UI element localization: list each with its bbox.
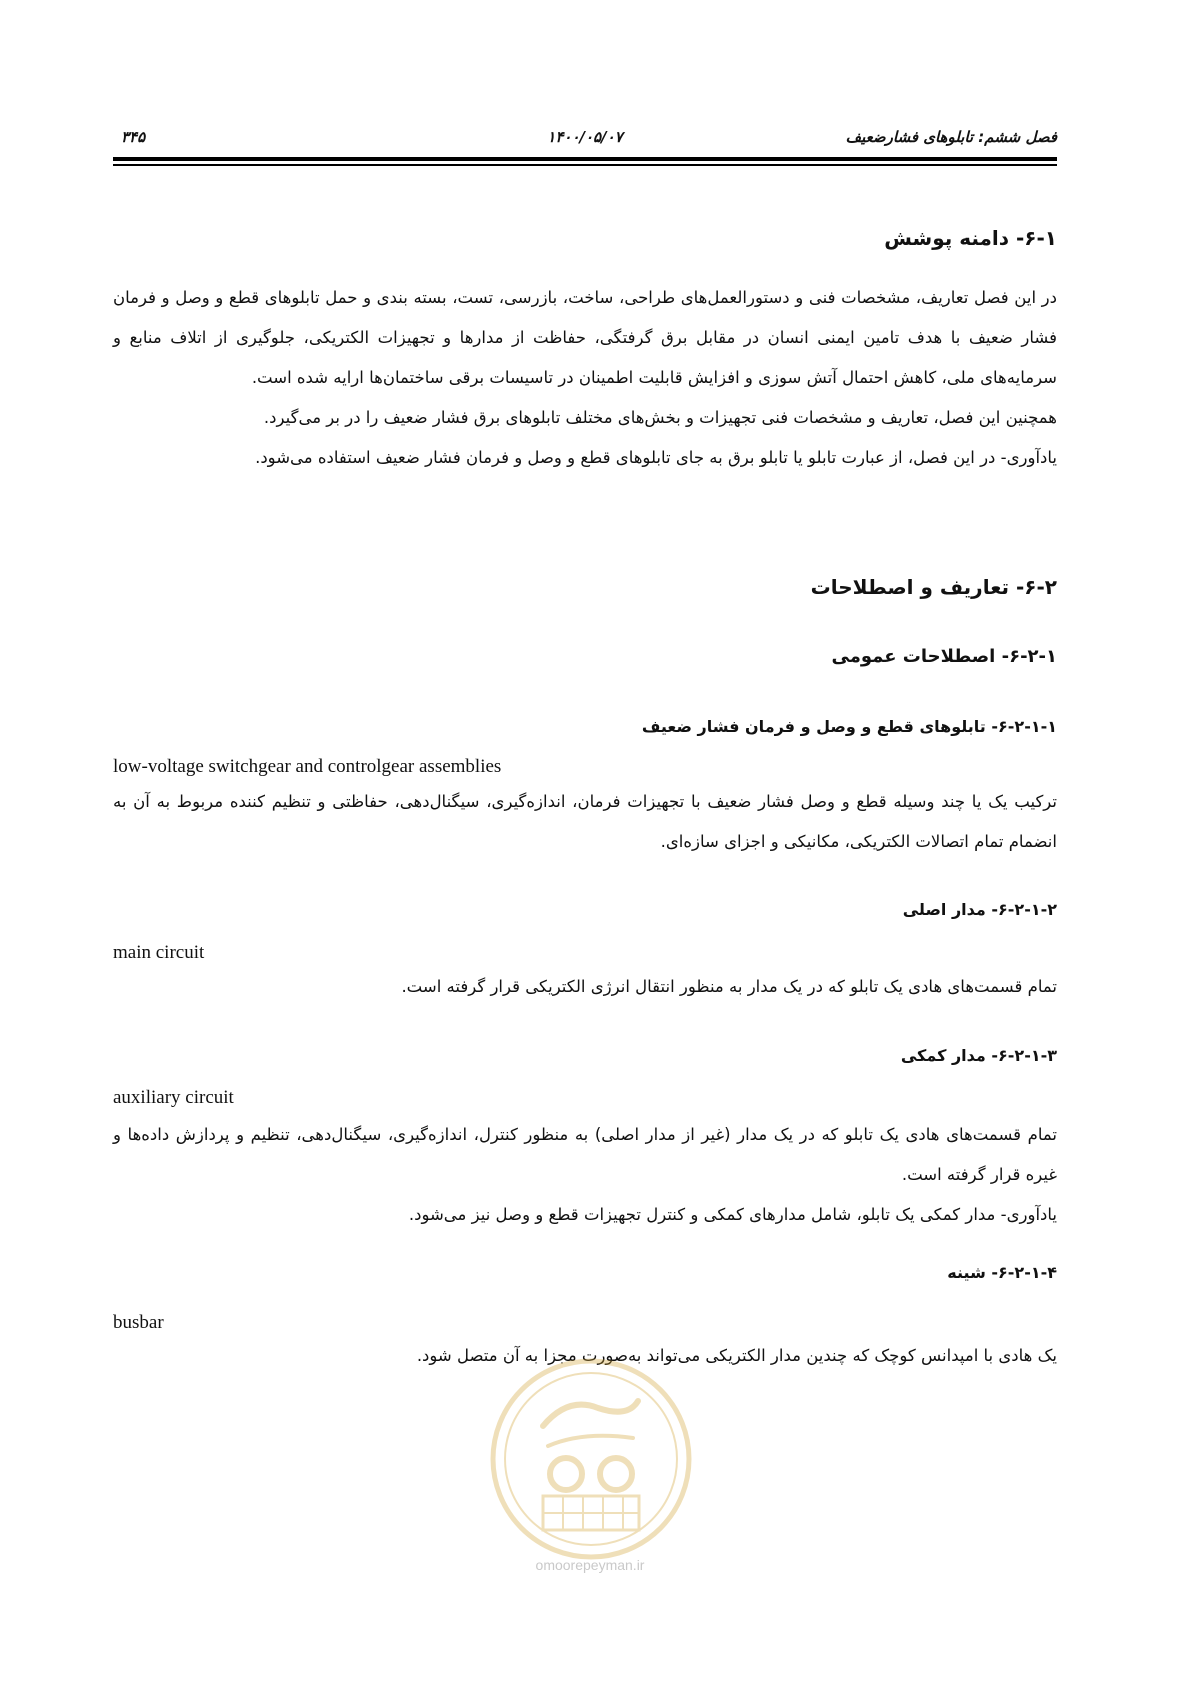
page-number: ۳۴۵	[121, 128, 146, 146]
section-2-1-2-english-term: main circuit	[113, 942, 205, 963]
section-1-para-2: همچنین این فصل، تعاریف و مشخصات فنی تجهیزات و بخش‌های مختلف تابلوهای برق فشار ضعیف را در بر می‌گیرد.	[263, 408, 1057, 427]
section-2-1-1-title: ۶-۲-۱-۱- تابلوهای قطع و وصل و فرمان فشار ضعیف	[641, 717, 1057, 736]
section-1-title: ۶-۱- دامنه پوشش	[884, 226, 1057, 250]
section-2-1-3-title: ۶-۲-۱-۳- مدار کمکی	[900, 1046, 1057, 1065]
watermark-logo-icon	[488, 1356, 694, 1562]
section-2-1-4-definition: یک هادی با امپدانس کوچک که چندین مدار الکتریکی می‌تواند به‌صورت مجزا به آن متصل شود.	[416, 1346, 1057, 1365]
section-2-1-4-english-term: busbar	[113, 1312, 164, 1333]
section-2-1-3-para: تمام قسمت‌های هادی یک تابلو که در یک مدار (غیر از مدار اصلی) به منظور کنترل، اندازه‌گیری، سیگنال‌دهی، تنظیم و پردازش داده‌ها و غیره قرار گرفته است.	[113, 1125, 1057, 1184]
section-2-1-2-title: ۶-۲-۱-۲- مدار اصلی	[902, 900, 1057, 919]
section-2-1-3-definition	[113, 1115, 1057, 1235]
section-2-1-3-note: یادآوری- مدار کمکی یک تابلو، شامل مدارهای کمکی و کنترل تجهیزات قطع و وصل نیز می‌شود.	[408, 1205, 1057, 1224]
section-1-paragraph	[113, 278, 1057, 478]
section-2-title: ۶-۲- تعاریف و اصطلاحات	[810, 575, 1057, 599]
watermark-site: omoorepeyman.ir	[535, 1557, 645, 1573]
chapter-title: فصل ششم: تابلوهای فشارضعیف	[845, 128, 1057, 146]
section-1-para-1: در این فصل تعاریف، مشخصات فنی و دستورالعمل‌های طراحی، ساخت، بازرسی، تست، بسته بندی و حمل تابلوهای قطع و وصل و فرمان فشار ضعیف با هدف تامین ایمنی انسان در مقابل برق گرفتگی، حفاظت از مدارها و تجهیزات الکتریکی، جلوگیری از اتلاف منابع و سرمایه‌های ملی، کاهش احتمال آتش سوزی و افزایش قابلیت اطمینان در تاسیسات برقی ساختمان‌ها ارایه شده است.	[113, 288, 1057, 387]
section-2-1-title: ۶-۲-۱- اصطلاحات عمومی	[831, 646, 1057, 667]
section-2-1-4-title: ۶-۲-۱-۴- شینه	[947, 1263, 1057, 1282]
header-date: ۱۴۰۰/۰۵/۰۷	[547, 128, 623, 146]
section-2-1-2-definition: تمام قسمت‌های هادی یک تابلو که در یک مدار به منظور انتقال انرژی الکتریکی قرار گرفته است.	[401, 977, 1057, 996]
section-2-1-1-definition: ترکیب یک یا چند وسیله قطع و وصل فشار ضعیف با تجهیزات فرمان، اندازه‌گیری، سیگنال‌دهی، حفاظتی و تنظیم کننده مربوط به آن به انضمام تمام اتصالات الکتریکی، مکانیکی و اجزای سازه‌ای.	[113, 792, 1057, 851]
section-1-note: یادآوری- در این فصل، از عبارت تابلو یا تابلو برق به جای تابلوهای قطع و وصل و فرمان فشار ضعیف استفاده می‌شود.	[255, 448, 1057, 467]
section-2-1-1-english-term: low-voltage switchgear and controlgear assemblies	[113, 756, 502, 777]
section-2-1-3-english-term: auxiliary circuit	[113, 1087, 234, 1108]
